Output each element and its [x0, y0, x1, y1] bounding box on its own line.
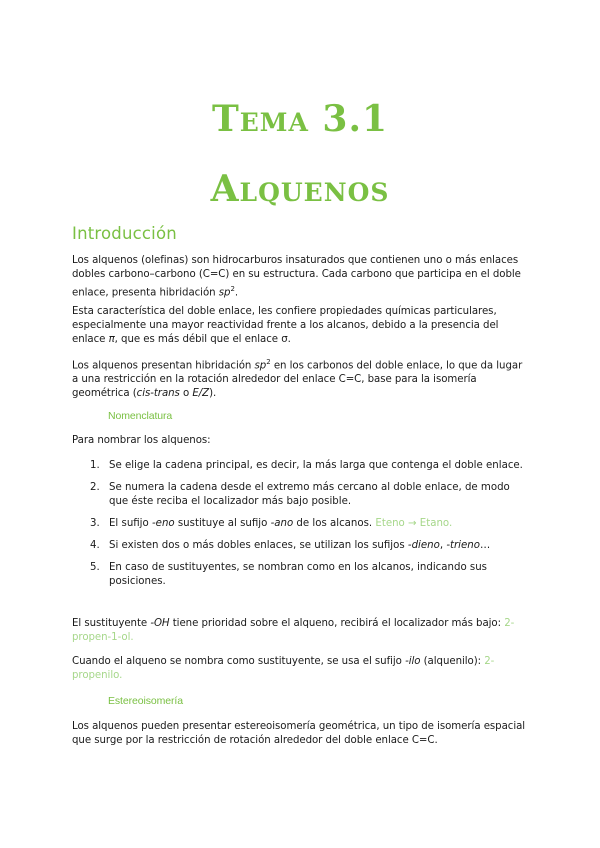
- section-heading-introduccion: Introducción: [72, 224, 177, 243]
- estereo-paragraph-1: Los alquenos pueden presentar estereoisomería geométrica, un tipo de isomería espacial que surge por la restricción de rotación alrededor del doble enlace C=C.: [72, 721, 526, 746]
- list-item: 2. Se numera la cadena desde el extremo más cercano al doble enlace, de modo que éste reciba el localizador más bajo posible.: [90, 482, 510, 507]
- list-item: 3. El sufijo -eno sustituye al sufijo -ano de los alcanos. Eteno → Etano.: [90, 518, 453, 529]
- example-text: 2-propenilo.: [72, 656, 495, 681]
- substituent-paragraph: Cuando el alqueno se nombra como sustituyente, se usa el sufijo -ilo (alquenilo): 2-propenilo.: [72, 656, 495, 681]
- subsection-heading-nomenclatura: Nomenclatura: [108, 410, 173, 422]
- list-item: 1. Se elige la cadena principal, es decir, la más larga que contenga el doble enlace.: [90, 460, 523, 471]
- intro-paragraph-2: Esta característica del doble enlace, les confiere propiedades químicas particulares, especialmente una mayor reactividad frente a los alcanos, debido a la presencia del enlace π, que es más débil que el enlace σ.: [72, 306, 499, 345]
- oh-priority-paragraph: El sustituyente -OH tiene prioridad sobre el alqueno, recibirá el localizador más bajo: 2-propen-1-ol.: [72, 618, 515, 643]
- intro-paragraph-1: Los alquenos (olefinas) son hidrocarburos insaturados que contienen uno o más enlaces dobles carbono–carbono (C=C) en su estructura. Cada carbono que participa en el doble enlace, presenta hibridación $sp^2$.: [72, 255, 521, 299]
- intro-paragraph-3: Los alquenos presentan hibridación $sp^2$ en los carbonos del doble enlace, lo que da lugar a una restricción en la rotación alrededor del enlace C=C, base para la isomería geométrica (cis-trans o E/Z).: [72, 358, 523, 400]
- example-text: Eteno → Etano.: [375, 518, 453, 529]
- nomenclatura-rules-list: [90, 459, 530, 597]
- subsection-heading-estereoisomeria: Estereoisomería: [108, 695, 183, 707]
- list-item: 4. Si existen dos o más dobles enlaces, se utilizan los sufijos -dieno, -trieno…: [90, 540, 491, 551]
- document-subtitle: Alquenos: [210, 168, 390, 210]
- nomenclatura-lead: Para nombrar los alquenos:: [72, 435, 211, 446]
- list-item: 5. En caso de sustituyentes, se nombran como en los alcanos, indicando sus posiciones.: [90, 562, 487, 587]
- example-text: 2-propen-1-ol.: [72, 618, 515, 643]
- document-title: Tema 3.1: [211, 98, 389, 140]
